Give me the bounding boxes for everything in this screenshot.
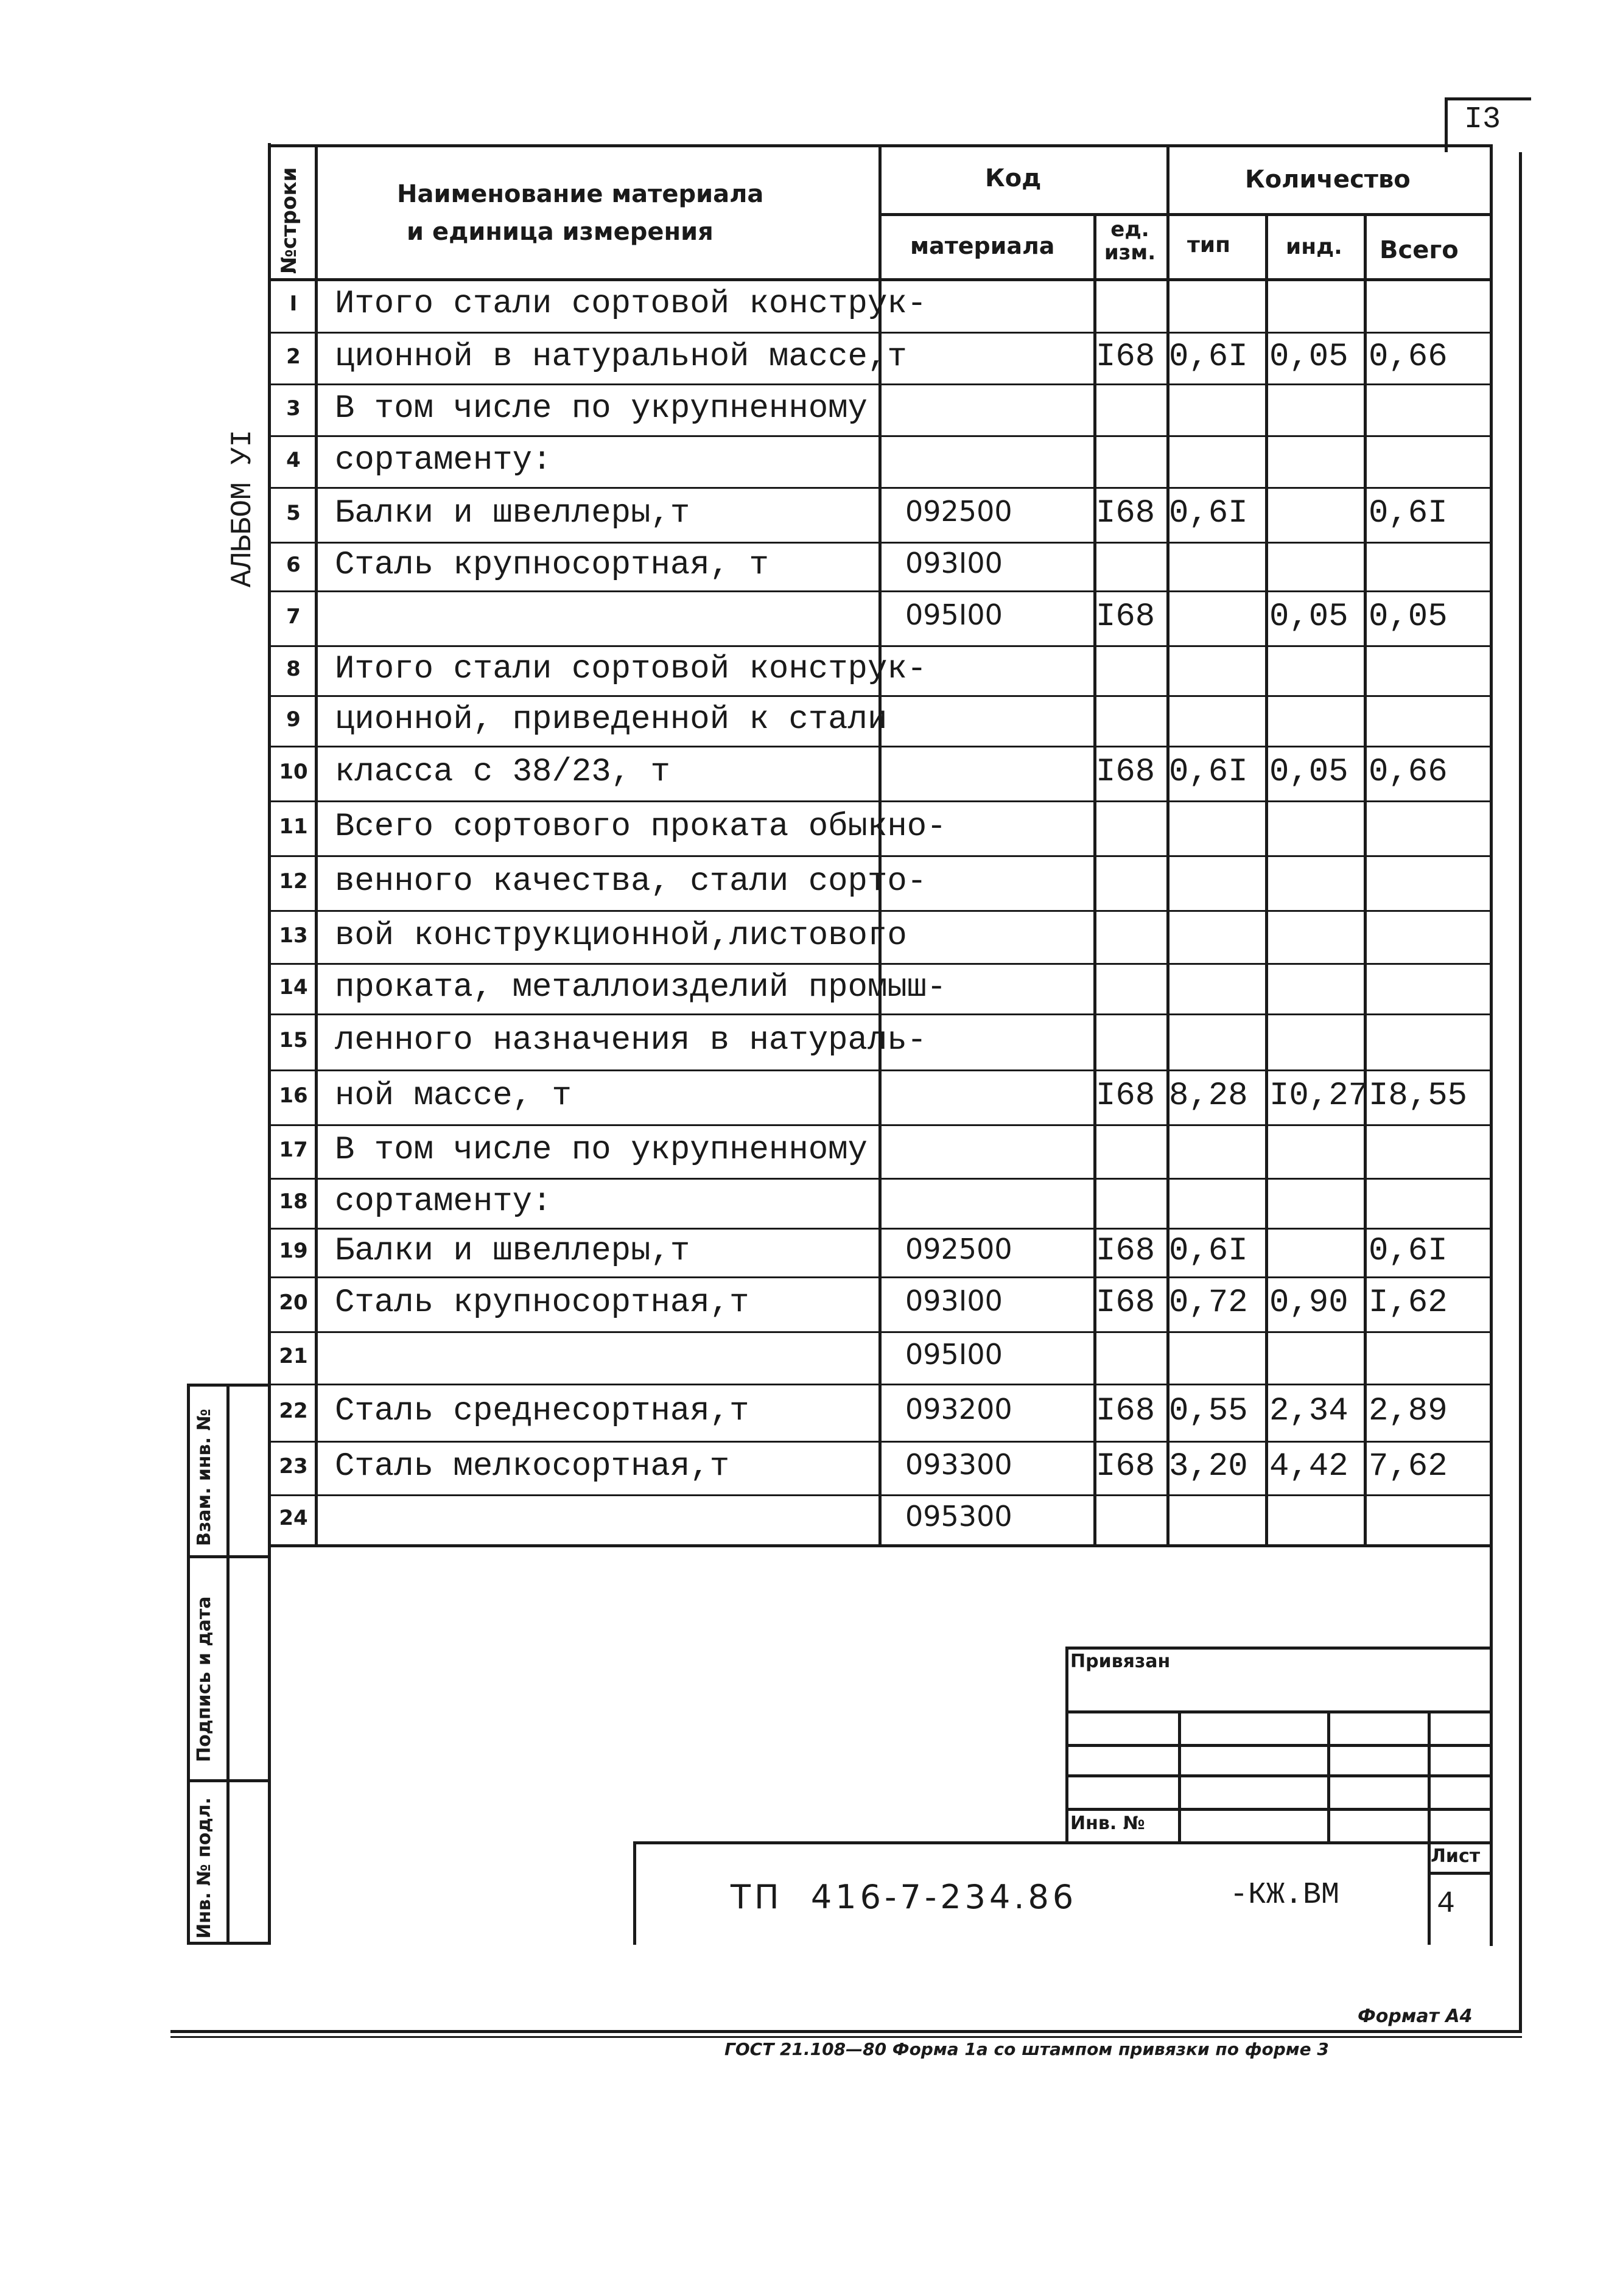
row-ind: I0,27 [1269,1077,1369,1115]
row-divider [268,695,1493,697]
row-name: Всего сортового проката обыкно- [335,808,947,845]
row-number: 23 [279,1454,308,1479]
row-unit: I68 [1096,495,1155,532]
row-divider [268,383,1493,385]
row-total: 0,66 [1369,754,1448,791]
row-total: I8,55 [1369,1077,1468,1115]
row-number: 11 [279,814,308,839]
row-unit: I68 [1096,338,1155,376]
page-number: I3 [1464,102,1501,137]
row-unit: I68 [1096,1284,1155,1321]
row-ind: 0,05 [1269,754,1348,791]
row-name: Итого стали сортовой конструк- [335,285,927,323]
row-divider [268,1441,1493,1443]
row-number: 21 [279,1344,308,1368]
row-name: Балки и швеллеры,т [335,1233,690,1270]
row-unit: I68 [1096,598,1155,635]
row-name: вой конструкционной,листового [335,917,907,954]
footer-text: ГОСТ 21.108—80 Форма 1а со штампом привязки по форме 3 [724,2039,1329,2059]
row-number: I [289,292,298,316]
header-name-line2: и единица измерения [407,218,714,246]
row-name: сортаменту: [335,1183,552,1220]
frame-bottom [170,2030,1522,2033]
row-typ: 0,6I [1169,338,1248,376]
row-divider [268,1228,1493,1230]
row-name: ционной, приведенной к стали [335,701,888,738]
stamp-list-label: Лист [1431,1846,1481,1867]
row-divider [268,1013,1493,1015]
row-unit: I68 [1096,1448,1155,1485]
side-stamp-podpis: Подпись и дата [194,1596,215,1762]
row-typ: 0,55 [1169,1393,1248,1430]
row-total: 7,62 [1369,1448,1448,1485]
row-name: В том числе по укрупненному [335,390,868,427]
row-number: 3 [286,396,301,421]
row-unit: I68 [1096,1077,1155,1115]
row-code: 093I00 [905,1284,1003,1317]
album-label: АЛЬБОМ УI [226,429,259,587]
frame-right [1519,152,1522,2033]
row-typ: 3,20 [1169,1448,1248,1485]
row-ind: 0,05 [1269,338,1348,376]
row-total: I,62 [1369,1284,1448,1321]
row-divider [268,542,1493,544]
row-name: ленного назначения в натураль- [335,1022,927,1059]
row-divider [268,800,1493,802]
row-code: 095300 [905,1500,1012,1533]
row-ind: 0,05 [1269,598,1348,635]
row-ind: 4,42 [1269,1448,1348,1485]
row-divider [268,855,1493,857]
row-divider [268,1276,1493,1278]
row-typ: 0,6I [1169,754,1248,791]
stamp-inv-no: Инв. № [1070,1813,1145,1834]
row-total: 0,66 [1369,338,1448,376]
row-number: 16 [279,1083,308,1108]
row-number: 2 [286,345,301,369]
stamp-privyazan: Привязан [1070,1651,1171,1672]
frame-left [268,143,271,1945]
row-unit: I68 [1096,1233,1155,1270]
row-number: 19 [279,1239,308,1263]
row-code: 093300 [905,1448,1012,1481]
row-name: Итого стали сортовой конструк- [335,651,927,688]
row-number: 22 [279,1399,308,1423]
header-code: Код [985,164,1042,192]
side-stamp-inv: Инв. № подл. [194,1797,215,1939]
row-number: 15 [279,1028,308,1052]
row-divider [268,332,1493,334]
row-divider [268,910,1493,912]
stamp-doc-suffix: -КЖ.ВМ [1230,1878,1340,1913]
row-divider [268,1178,1493,1180]
header-quantity: Количество [1245,166,1411,194]
row-name: Сталь крупносортная, т [335,547,769,584]
row-ind: 0,90 [1269,1284,1348,1321]
row-number: 13 [279,923,308,948]
row-name: Балки и швеллеры,т [335,495,690,532]
stamp-list-value: 4 [1437,1887,1456,1922]
header-typ: тип [1187,233,1230,257]
row-unit: I68 [1096,754,1155,791]
row-number: 20 [279,1290,308,1315]
header-code-material: материала [910,233,1055,259]
header-name-line1: Наименование материала [397,180,764,208]
row-typ: 0,72 [1169,1284,1248,1321]
row-code: 093200 [905,1393,1012,1426]
row-divider [268,645,1493,647]
header-row-no: №строки [277,167,301,274]
row-number: 5 [286,501,301,525]
row-code: 095I00 [905,598,1003,631]
header-total: Всего [1380,236,1459,264]
row-divider [268,746,1493,747]
row-number: 7 [286,604,301,629]
row-total: 2,89 [1369,1393,1448,1430]
row-divider [268,1069,1493,1071]
row-name: Сталь мелкосортная,т [335,1448,730,1485]
row-number: 4 [286,448,301,472]
row-code: 095I00 [905,1338,1003,1371]
row-divider [268,1494,1493,1496]
row-divider [268,1124,1493,1126]
row-divider [268,1331,1493,1333]
row-typ: 0,6I [1169,495,1248,532]
row-number: 10 [279,760,308,784]
row-name: ной массе, т [335,1077,572,1115]
row-divider [268,1384,1493,1385]
row-divider [268,487,1493,489]
row-total: 0,6I [1369,1233,1448,1270]
row-unit: I68 [1096,1393,1155,1430]
row-name: ционной в натуральной массе,т [335,338,907,376]
row-number: 14 [279,975,308,999]
row-name: В том числе по укрупненному [335,1132,868,1169]
format-label: Формат А4 [1358,2006,1473,2027]
row-name: Сталь крупносортная,т [335,1284,749,1321]
row-number: 6 [286,553,301,577]
row-name: класса с 38/23, т [335,754,670,791]
row-total: 0,05 [1369,598,1448,635]
row-name: Сталь среднесортная,т [335,1393,749,1430]
row-total: 0,6I [1369,495,1448,532]
row-number: 12 [279,869,308,894]
header-ind: инд. [1286,234,1342,259]
row-divider [268,1544,1493,1546]
row-number: 17 [279,1138,308,1162]
row-name: венного качества, стали сорто- [335,863,927,900]
row-ind: 2,34 [1269,1393,1348,1430]
row-number: 8 [286,657,301,681]
row-number: 24 [279,1506,308,1530]
row-number: 18 [279,1189,308,1214]
row-number: 9 [286,707,301,732]
side-stamp-vzam: Взам. инв. № [194,1409,215,1546]
row-code: 092500 [905,1233,1012,1265]
row-divider [268,963,1493,965]
row-code: 092500 [905,495,1012,528]
row-code: 093I00 [905,547,1003,579]
row-divider [268,590,1493,592]
row-name: проката, металлоизделий промыш- [335,969,947,1006]
row-divider [268,435,1493,437]
row-typ: 8,28 [1169,1077,1248,1115]
row-name: сортаменту: [335,442,552,479]
header-unit: ед. изм. [1104,217,1156,265]
stamp-doc-code: ТП 416-7-234.86 [731,1878,1078,1916]
row-typ: 0,6I [1169,1233,1248,1270]
